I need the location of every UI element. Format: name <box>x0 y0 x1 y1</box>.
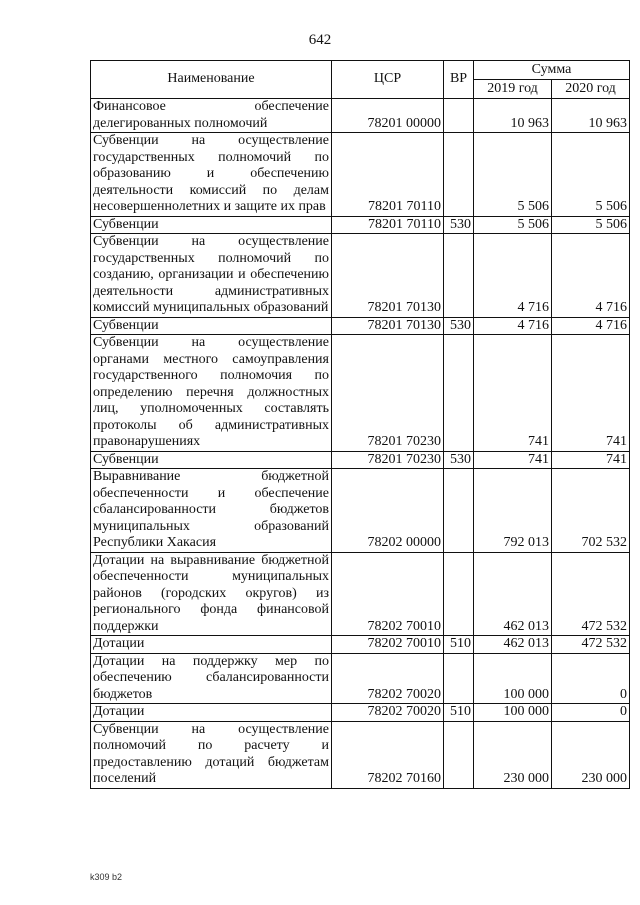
row-amount-2020: 0 <box>552 653 630 704</box>
row-amount-2019: 792 013 <box>474 469 552 553</box>
row-amount-2020: 741 <box>552 335 630 452</box>
row-vr <box>444 234 474 318</box>
row-amount-2020: 472 532 <box>552 552 630 636</box>
table-row <box>91 636 630 654</box>
table-row <box>91 653 630 704</box>
row-amount-2019: 5 506 <box>474 133 552 217</box>
row-csr: 78201 70130 <box>332 234 444 318</box>
row-name: Субвенции на осуществление государственных полномочий по созданию, организации и обеспечению деятельности административных комиссий муниципальных образований <box>91 234 332 318</box>
header-year-2020: 2020 год <box>552 80 630 99</box>
row-vr <box>444 469 474 553</box>
table-row <box>91 469 630 553</box>
table-row <box>91 704 630 722</box>
row-csr: 78202 70020 <box>332 653 444 704</box>
row-amount-2020: 5 506 <box>552 216 630 234</box>
row-csr: 78201 70230 <box>332 451 444 469</box>
table-row <box>91 552 630 636</box>
row-amount-2020: 472 532 <box>552 636 630 654</box>
row-name: Субвенции <box>91 451 332 469</box>
row-amount-2020: 4 716 <box>552 317 630 335</box>
table-row <box>91 335 630 452</box>
row-name: Субвенции <box>91 317 332 335</box>
budget-table <box>90 60 630 789</box>
row-amount-2019: 741 <box>474 335 552 452</box>
row-amount-2019: 100 000 <box>474 653 552 704</box>
row-amount-2020: 5 506 <box>552 133 630 217</box>
row-vr: 510 <box>444 704 474 722</box>
table-row <box>91 216 630 234</box>
row-amount-2019: 741 <box>474 451 552 469</box>
row-csr: 78201 70230 <box>332 335 444 452</box>
row-csr: 78202 70160 <box>332 721 444 788</box>
row-vr: 530 <box>444 216 474 234</box>
row-amount-2020: 0 <box>552 704 630 722</box>
row-vr <box>444 552 474 636</box>
row-vr <box>444 721 474 788</box>
row-amount-2020: 741 <box>552 451 630 469</box>
row-csr: 78201 70110 <box>332 133 444 217</box>
row-amount-2019: 462 013 <box>474 636 552 654</box>
row-vr: 530 <box>444 451 474 469</box>
row-name: Дотации <box>91 636 332 654</box>
header-year-2019: 2019 год <box>474 80 552 99</box>
table-row <box>91 721 630 788</box>
row-vr <box>444 335 474 452</box>
row-amount-2020: 4 716 <box>552 234 630 318</box>
row-name: Дотации <box>91 704 332 722</box>
row-name: Субвенции на осуществление органами местного самоуправления государственного полномочия по определению перечня должностных лиц, уполномоченных составлять протоколы об административных правонарушениях <box>91 335 332 452</box>
row-csr: 78201 70130 <box>332 317 444 335</box>
row-amount-2019: 4 716 <box>474 234 552 318</box>
page-number: 642 <box>308 32 332 48</box>
row-vr <box>444 653 474 704</box>
row-name: Финансовое обеспечение делегированных полномочий <box>91 99 332 133</box>
table-row <box>91 99 630 133</box>
row-amount-2020: 230 000 <box>552 721 630 788</box>
row-name: Выравнивание бюджетной обеспеченности и обеспечение сбалансированности бюджетов муниципальных образований Республики Хакасия <box>91 469 332 553</box>
row-amount-2020: 10 963 <box>552 99 630 133</box>
row-csr: 78202 00000 <box>332 469 444 553</box>
row-name: Субвенции на осуществление государственных полномочий по образованию и обеспечению деятельности комиссий по делам несовершеннолетних и защите их прав <box>91 133 332 217</box>
header-name: Наименование <box>91 61 332 99</box>
row-csr: 78201 70110 <box>332 216 444 234</box>
footer-code: k309 b2 <box>90 872 123 882</box>
table-row <box>91 451 630 469</box>
header-csr: ЦСР <box>332 61 444 99</box>
row-vr <box>444 133 474 217</box>
row-amount-2019: 230 000 <box>474 721 552 788</box>
row-vr: 510 <box>444 636 474 654</box>
header-vr: ВР <box>444 61 474 99</box>
row-amount-2019: 10 963 <box>474 99 552 133</box>
row-name: Субвенции <box>91 216 332 234</box>
table-row <box>91 317 630 335</box>
table-header <box>91 61 630 99</box>
table-row <box>91 133 630 217</box>
row-amount-2020: 702 532 <box>552 469 630 553</box>
row-amount-2019: 462 013 <box>474 552 552 636</box>
row-amount-2019: 5 506 <box>474 216 552 234</box>
table-row <box>91 234 630 318</box>
row-name: Субвенции на осуществление полномочий по расчету и предоставлению дотаций бюджетам поселений <box>91 721 332 788</box>
row-name: Дотации на выравнивание бюджетной обеспеченности муниципальных районов (городских округов) из регионального фонда финансовой поддержки <box>91 552 332 636</box>
header-sum: Сумма <box>474 61 630 80</box>
table-body <box>91 99 630 789</box>
row-name: Дотации на поддержку мер по обеспечению сбалансированности бюджетов <box>91 653 332 704</box>
row-csr: 78201 00000 <box>332 99 444 133</box>
row-csr: 78202 70020 <box>332 704 444 722</box>
row-csr: 78202 70010 <box>332 636 444 654</box>
row-amount-2019: 100 000 <box>474 704 552 722</box>
row-amount-2019: 4 716 <box>474 317 552 335</box>
row-vr: 530 <box>444 317 474 335</box>
row-vr <box>444 99 474 133</box>
row-csr: 78202 70010 <box>332 552 444 636</box>
